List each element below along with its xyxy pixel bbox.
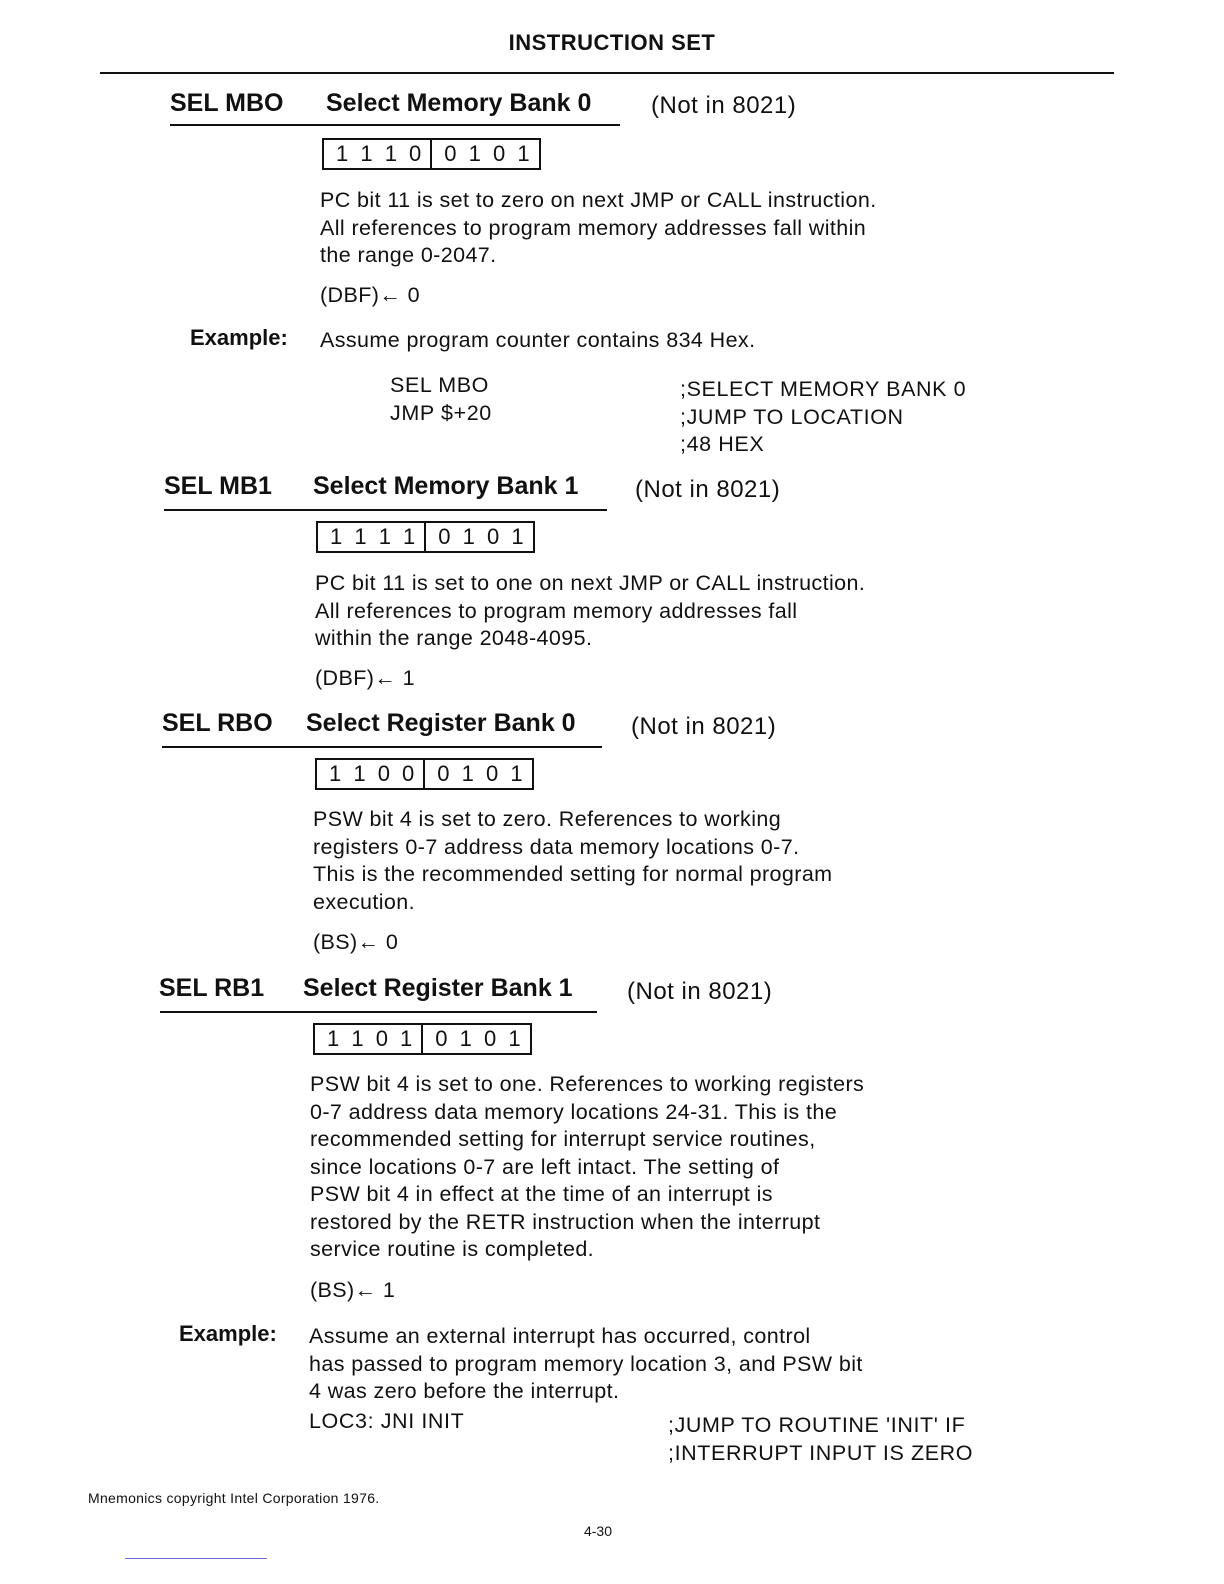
comment-line: ;SELECT MEMORY BANK 0 [680, 377, 967, 401]
section-mnemonic: SEL MBO [170, 89, 284, 117]
description-line: PC bit 11 is set to one on next JMP or CALL instruction. [315, 571, 866, 595]
opcode-low-nibble: 0 1 0 1 [424, 523, 532, 551]
section-mnemonic: SEL RB1 [159, 974, 265, 1002]
section-title: Select Memory Bank 0 [326, 89, 592, 117]
description-line: PSW bit 4 is set to one. References to working registers [310, 1072, 865, 1096]
page-number: 4-30 [583, 1523, 613, 1539]
section-title: Select Memory Bank 1 [313, 472, 579, 500]
section-note: (Not in 8021) [635, 476, 781, 503]
title-rule [170, 124, 620, 126]
section-note: (Not in 8021) [651, 92, 797, 119]
description-line: All references to program memory addresses fall [315, 598, 798, 623]
section-operation: (DBF)← 0 [320, 283, 420, 307]
section-operation: (BS)← 0 [313, 930, 399, 954]
section-mnemonic: SEL MB1 [164, 472, 272, 500]
section-description [320, 187, 1040, 270]
title-rule [164, 509, 607, 511]
description-line: PSW bit 4 in effect at the time of an interrupt is [310, 1182, 773, 1206]
example-text-line: has passed to program memory location 3, and PSW bit [309, 1351, 863, 1376]
example-comments [680, 376, 966, 459]
example-text-line: 4 was zero before the interrupt. [309, 1379, 620, 1403]
description-line: execution. [313, 889, 416, 914]
example-code [309, 1408, 464, 1436]
title-rule [162, 746, 602, 748]
section-operation: (DBF)← 1 [315, 666, 415, 690]
description-line: restored by the RETR instruction when the interrupt [310, 1209, 821, 1234]
description-line: within the range 2048-4095. [315, 626, 593, 650]
section-title: Select Register Bank 0 [306, 709, 576, 737]
comment-line: ;JUMP TO LOCATION [680, 404, 904, 429]
section-description [310, 1071, 1030, 1264]
example-label: Example: [190, 325, 288, 350]
example-text [320, 327, 1040, 355]
opcode-box [316, 521, 535, 553]
description-line: service routine is completed. [310, 1237, 595, 1261]
example-comments [668, 1412, 973, 1467]
code-line: JMP $+20 [390, 400, 492, 425]
code-line: LOC3: JNI INIT [309, 1409, 465, 1433]
section-title: Select Register Bank 1 [303, 974, 573, 1002]
description-line: 0-7 address data memory locations 24-31. This is the [310, 1099, 838, 1124]
section-mnemonic: SEL RBO [162, 709, 273, 737]
section-operation: (BS)← 1 [310, 1278, 396, 1302]
example-text-line: Assume an external interrupt has occurred, control [309, 1324, 811, 1348]
description-line: registers 0-7 address data memory locations 0-7. [313, 834, 800, 859]
opcode-high-nibble: 1 1 0 0 [329, 761, 418, 786]
opcode-high-nibble: 1 1 1 1 [330, 524, 419, 549]
copyright-note: Mnemonics copyright Intel Corporation 1976. [88, 1490, 380, 1506]
description-line: recommended setting for interrupt service routines, [310, 1127, 816, 1151]
header-rule [100, 72, 1114, 74]
opcode-low-nibble: 0 1 0 1 [421, 1025, 529, 1053]
title-rule [160, 1011, 597, 1013]
footer-rule [125, 1558, 267, 1559]
opcode-low-nibble: 0 1 0 1 [423, 760, 531, 788]
opcode-box [322, 138, 541, 170]
description-line: PSW bit 4 is set to zero. References to working [313, 807, 782, 831]
description-line: since locations 0-7 are left intact. The setting of [310, 1154, 780, 1179]
example-text [309, 1323, 1029, 1406]
description-line: the range 0-2047. [320, 243, 497, 267]
comment-line: ;48 HEX [680, 432, 765, 456]
code-line: SEL MBO [390, 373, 489, 397]
section-note: (Not in 8021) [631, 713, 777, 740]
example-label: Example: [179, 1321, 277, 1346]
example-text-line: Assume program counter contains 834 Hex. [320, 328, 756, 352]
opcode-box [315, 758, 534, 790]
description-line: PC bit 11 is set to zero on next JMP or CALL instruction. [320, 188, 877, 212]
page-header-title: INSTRUCTION SET [508, 30, 716, 55]
opcode-high-nibble: 1 1 1 0 [336, 141, 425, 166]
description-line: All references to program memory addresses fall within [320, 215, 867, 240]
opcode-high-nibble: 1 1 0 1 [327, 1026, 416, 1051]
section-note: (Not in 8021) [627, 978, 773, 1005]
opcode-box [313, 1023, 532, 1055]
description-line: This is the recommended setting for normal program [313, 862, 833, 886]
comment-line: ;INTERRUPT INPUT IS ZERO [668, 1440, 974, 1465]
opcode-low-nibble: 0 1 0 1 [430, 140, 538, 168]
section-description [313, 806, 1033, 916]
example-code [390, 372, 492, 427]
comment-line: ;JUMP TO ROUTINE 'INIT' IF [668, 1413, 966, 1437]
section-description [315, 570, 1035, 653]
